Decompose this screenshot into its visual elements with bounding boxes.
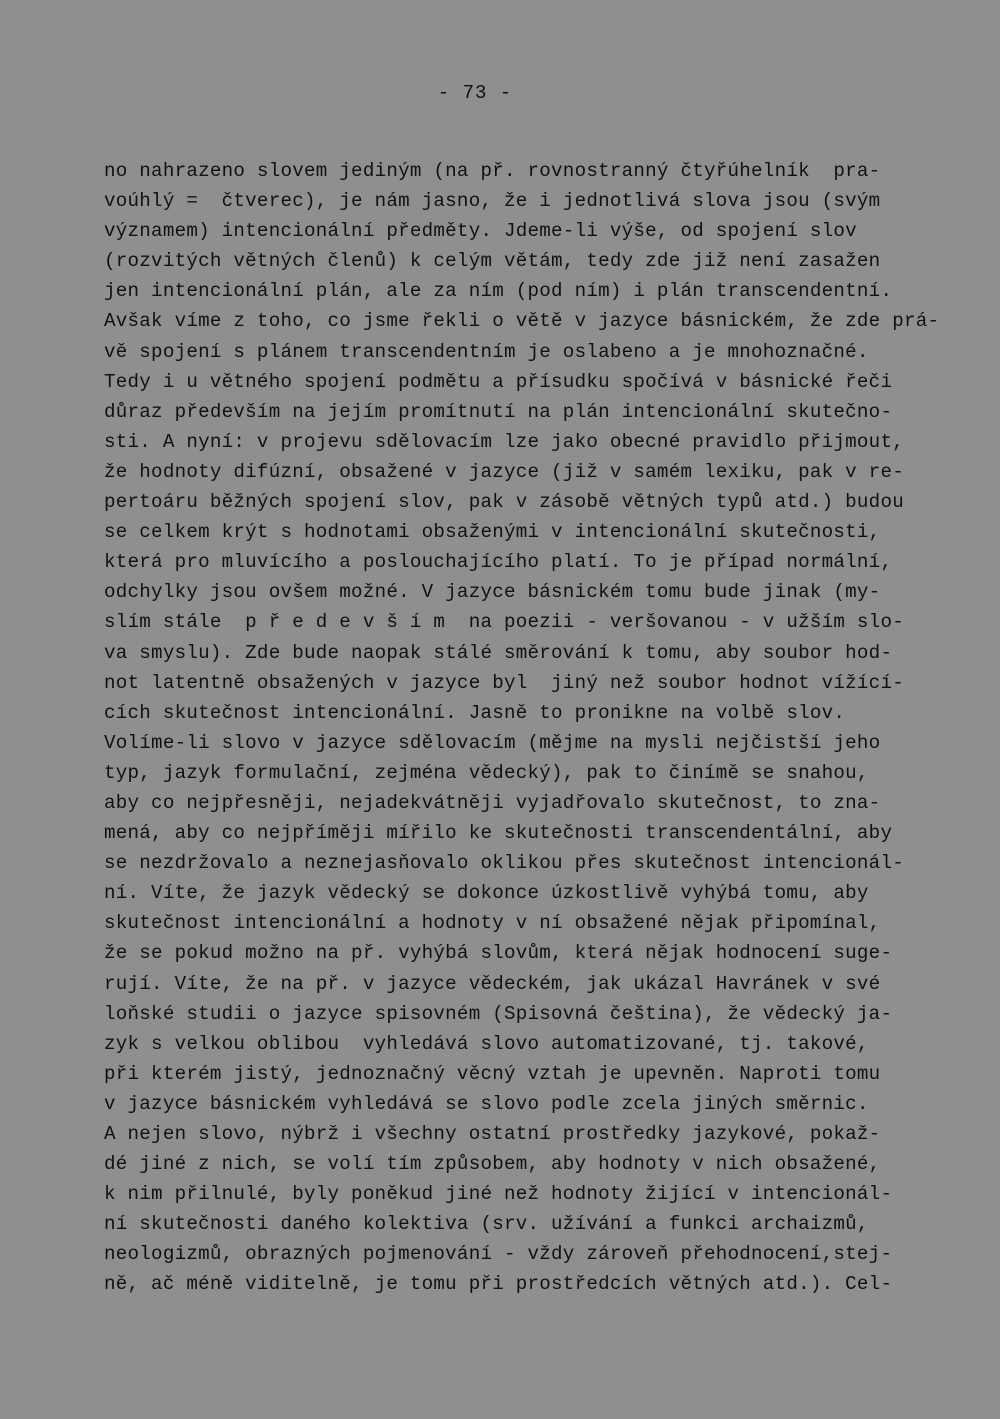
text-line: odchylky jsou ovšem možné. V jazyce básnickém tomu bude jinak (my- xyxy=(104,581,881,604)
text-line: mená, aby co nejpříměji mířilo ke skutečnosti transcendentální, aby xyxy=(104,822,893,845)
text-line: neologizmů, obrazných pojmenování - vždy zároveň přehodnocení,stej- xyxy=(104,1243,893,1266)
text-line: Volíme-li slovo v jazyce sdělovacím (mějme na mysli nejčistší jeho xyxy=(104,731,881,754)
text-line: významem) intencionální předměty. Jdeme-li výše, od spojení slov xyxy=(104,220,857,243)
body-text xyxy=(104,156,940,1300)
text-line: no nahrazeno slovem jediným (na př. rovnostranný čtyřúhelník pra- xyxy=(104,160,881,182)
text-line: cích skutečnost intencionální. Jasně to pronikne na volbě slov. xyxy=(104,701,846,724)
text-line: typ, jazyk formulační, zejména vědecký), pak to činímě se snahou, xyxy=(104,761,869,784)
text-line: not latentně obsažených v jazyce byl jiný než soubor hodnot vížící- xyxy=(104,671,904,694)
text-line: va smyslu). Zde bude naopak stálé směrování k tomu, aby soubor hod- xyxy=(104,641,893,664)
text-line: rují. Víte, že na př. v jazyce vědeckém, jak ukázal Havránek v své xyxy=(104,972,881,995)
text-line: že hodnoty difúzní, obsažené v jazyce (již v samém lexiku, pak v re- xyxy=(104,460,904,483)
page-number: - 73 - xyxy=(437,82,513,104)
text-line: loňské studii o jazyce spisovném (Spisovná čeština), že vědecký ja- xyxy=(104,1002,893,1025)
text-line: voúhlý = čtverec), je nám jasno, že i jednotlivá slova jsou (svým xyxy=(104,190,881,213)
text-line: pertoáru běžných spojení slov, pak v zásobě větných typů atd.) budou xyxy=(104,491,904,514)
text-line: ní. Víte, že jazyk vědecký se dokonce úzkostlivě vyhýbá tomu, aby xyxy=(104,882,869,905)
text-line: k nim přilnulé, byly poněkud jiné než hodnoty žijící v intencionál- xyxy=(104,1183,893,1206)
text-line: A nejen slovo, nýbrž i všechny ostatní prostředky jazykové, pokaž- xyxy=(104,1123,881,1145)
text-line: že se pokud možno na př. vyhýbá slovům, která nějak hodnocení suge- xyxy=(104,942,893,965)
text-line: se celkem krýt s hodnotami obsaženými v intencionální skutečnosti, xyxy=(104,521,881,544)
text-line: ně, ač méně viditelně, je tomu při prostředcích větných atd.). Cel- xyxy=(104,1273,893,1296)
text-line: ní skutečnosti daného kolektiva (srv. užívání a funkci archaizmů, xyxy=(104,1213,869,1236)
text-line: vě spojení s plánem transcendentním je oslabeno a je mnohoznačné. xyxy=(104,340,869,363)
text-line: důraz především na jejím promítnutí na plán intencionální skutečno- xyxy=(104,400,893,423)
text-line: zyk s velkou oblibou vyhledává slovo automatizované, tj. takové, xyxy=(104,1032,869,1055)
text-line: (rozvitých větných členů) k celým větám, tedy zde již není zasažen xyxy=(104,250,881,273)
text-line: slím stále p ř e d e v š í m na poezii - veršovanou - v užším slo- xyxy=(104,611,904,634)
text-line: která pro mluvícího a poslouchajícího platí. To je případ normální, xyxy=(104,551,893,574)
text-line: Tedy i u větného spojení podmětu a přísudku spočívá v básnické řeči xyxy=(104,370,893,393)
text-line: aby co nejpřesněji, nejadekvátněji vyjadřovalo skutečnost, to zna- xyxy=(104,791,881,814)
text-line: dé jiné z nich, se volí tím způsobem, aby hodnoty v nich obsažené, xyxy=(104,1153,881,1176)
text-line: při kterém jistý, jednoznačný věcný vztah je upevněn. Naproti tomu xyxy=(104,1062,881,1085)
text-line: se nezdržovalo a neznejasňovalo oklikou přes skutečnost intencionál- xyxy=(104,852,904,875)
text-line: v jazyce básnickém vyhledává se slovo podle zcela jiných směrnic. xyxy=(104,1092,869,1115)
text-line: Avšak víme z toho, co jsme řekli o větě v jazyce básnickém, že zde prá- xyxy=(104,310,940,333)
text-line: skutečnost intencionální a hodnoty v ní obsažené nějak připomínal, xyxy=(104,912,881,935)
text-line: jen intencionální plán, ale za ním (pod ním) i plán transcendentní. xyxy=(104,280,893,303)
text-line: sti. A nyní: v projevu sdělovacím lze jako obecné pravidlo přijmout, xyxy=(104,430,904,453)
